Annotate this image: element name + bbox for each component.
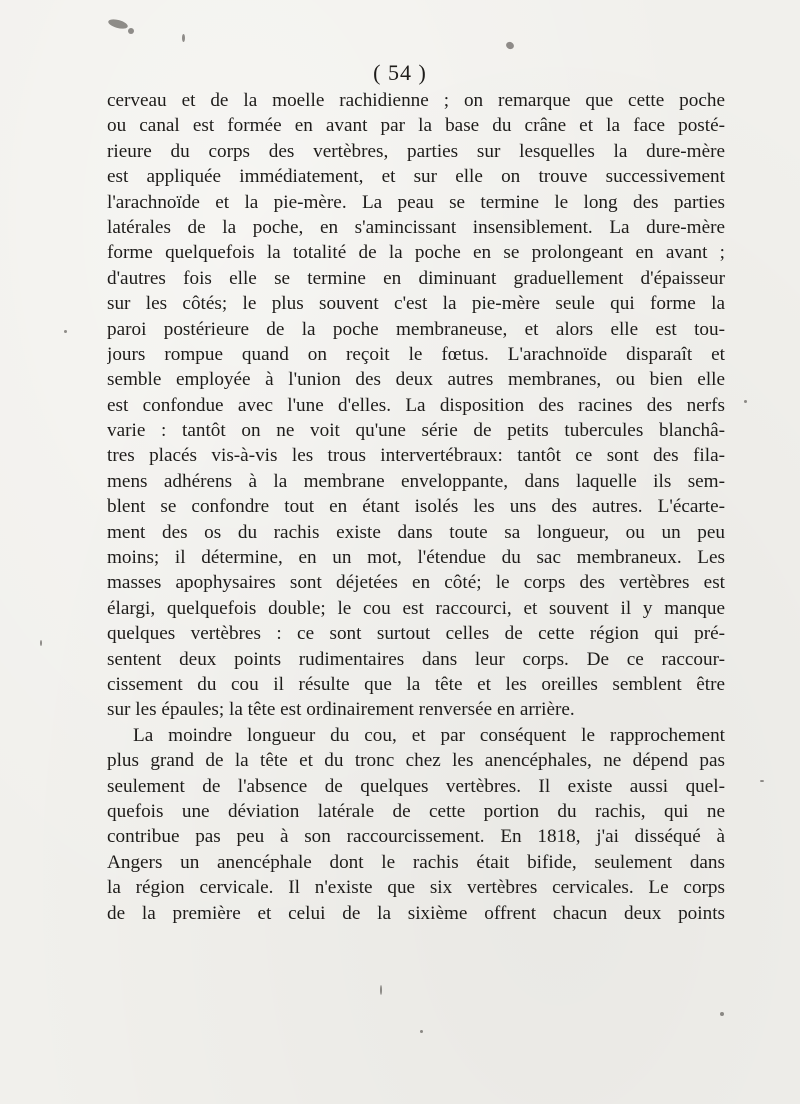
ink-speck <box>760 780 764 782</box>
text-line: rieure du corps des vertèbres, parties sur lesquelles la dure-mère <box>107 140 725 162</box>
text-line: de la première et celui de la sixième offrent chacun deux points <box>107 902 725 924</box>
text-line: quefois une déviation latérale de cette portion du rachis, qui ne <box>107 800 725 822</box>
text-line: est appliquée immédiatement, et sur elle on trouve successivement <box>107 166 725 188</box>
ink-speck <box>40 640 42 646</box>
text-line: sur les côtés; le plus souvent c'est la pie-mère seule qui forme la <box>107 293 725 315</box>
text-line: blent se confondre tout en étant isolés les uns des autres. L'écarte- <box>107 496 725 518</box>
text-line: élargi, quelquefois double; le cou est raccourci, et souvent il y manque <box>107 597 725 619</box>
text-line: ou canal est formée en avant par la base du crâne et la face posté- <box>107 115 725 137</box>
text-line: tres placés vis-à-vis les trous intervertébraux: tantôt ce sont des fila- <box>107 445 725 467</box>
text-line: la région cervicale. Il n'existe que six vertèbres cervicales. Le corps <box>107 877 725 899</box>
text-line: mens adhérens à la membrane enveloppante, dans laquelle ils sem- <box>107 470 725 492</box>
ink-speck <box>128 28 134 34</box>
text-line: semble employée à l'union des deux autres membranes, ou bien elle <box>107 369 725 391</box>
ink-speck <box>744 400 747 403</box>
ink-speck <box>182 34 185 42</box>
text-line: cerveau et de la moelle rachidienne ; on remarque que cette poche <box>107 90 725 111</box>
text-line: contribue pas peu à son raccourcissement. En 1818, j'ai disséqué à <box>107 826 725 848</box>
text-line: forme quelquefois la totalité de la poche en se prolongeant en avant ; <box>107 242 725 264</box>
text-line: d'autres fois elle se termine en diminuant graduellement d'épaisseur <box>107 267 725 289</box>
text-line: paroi postérieure de la poche membraneuse, et alors elle est tou- <box>107 318 725 340</box>
ink-speck <box>420 1030 423 1033</box>
ink-speck <box>380 985 382 995</box>
ink-speck <box>720 1012 724 1016</box>
ink-speck <box>107 18 128 31</box>
text-line: quelques vertèbres : ce sont surtout celles de cette région qui pré- <box>107 623 725 645</box>
ink-speck <box>505 40 515 50</box>
text-line: moins; il détermine, en un mot, l'étendue du sac membraneux. Les <box>107 547 725 569</box>
text-line: ment des os du rachis existe dans toute sa longueur, ou un peu <box>107 521 725 543</box>
text-line: seulement de l'absence de quelques vertèbres. Il existe aussi quel- <box>107 775 725 797</box>
text-line: plus grand de la tête et du tronc chez les anencéphales, ne dépend pas <box>107 750 725 772</box>
page-number: ( 54 ) <box>373 60 427 85</box>
text-line: sur les épaules; la tête est ordinairement renversée en arrière. <box>107 699 575 721</box>
text-line: varie : tantôt on ne voit qu'une série de petits tubercules blanchâ- <box>107 420 725 442</box>
text-line: l'arachnoïde et la pie-mère. La peau se termine le long des parties <box>107 191 725 213</box>
text-line: latérales de la poche, en s'amincissant insensiblement. La dure-mère <box>107 216 725 238</box>
ink-speck <box>64 330 67 333</box>
text-line: Angers un anencéphale dont le rachis était bifide, seulement dans <box>107 851 725 873</box>
text-line: est confondue avec l'une d'elles. La disposition des racines des nerfs <box>107 394 725 416</box>
text-line: sentent deux points rudimentaires dans leur corps. De ce raccour- <box>107 648 725 670</box>
text-line: jours rompue quand on reçoit le fœtus. L'arachnoïde disparaît et <box>107 343 725 365</box>
body-text <box>107 88 725 926</box>
text-line: cissement du cou il résulte que la tête et les oreilles semblent être <box>107 673 725 695</box>
text-line: La moindre longueur du cou, et par conséquent le rapprochement <box>133 724 725 746</box>
text-line: masses apophysaires sont déjetées en côté; le corps des vertèbres est <box>107 572 725 594</box>
